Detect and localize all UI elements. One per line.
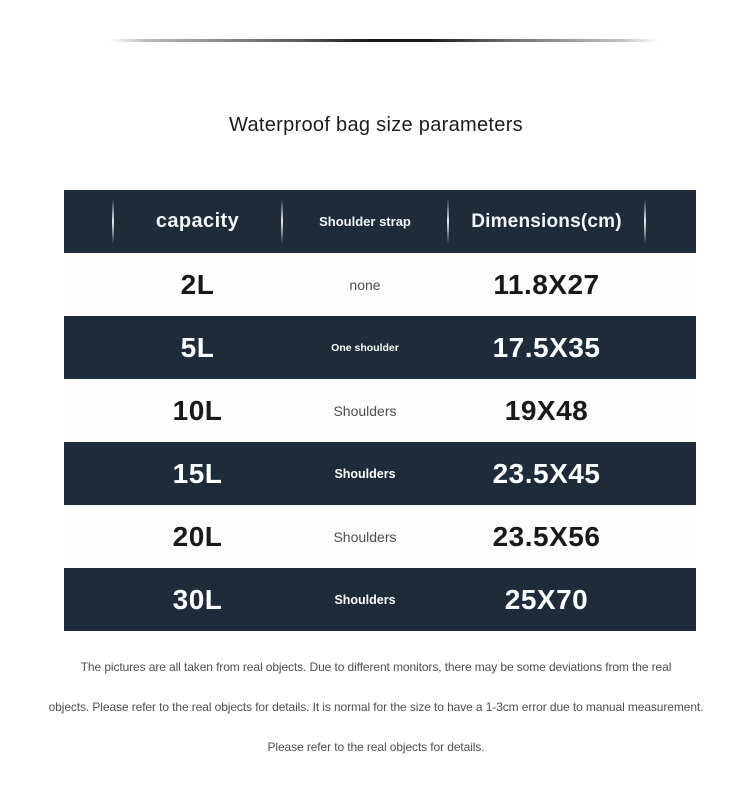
- strap-cell: One shoulder: [331, 341, 399, 354]
- capacity-cell: 10L: [172, 394, 223, 426]
- table-row: [64, 253, 696, 316]
- disclaimer-text: [28, 660, 724, 754]
- strap-cell: Shoulders: [334, 592, 396, 607]
- dimensions-cell: 19X48: [504, 394, 589, 426]
- strap-cell: Shoulders: [334, 466, 396, 481]
- table-row: [64, 316, 696, 379]
- column-divider: [112, 199, 114, 244]
- strap-cell: none: [349, 276, 381, 293]
- table-row: [64, 379, 696, 442]
- strap-cell: Shoulders: [333, 402, 397, 419]
- capacity-cell: 15L: [172, 457, 223, 489]
- page-title: Waterproof bag size parameters: [229, 114, 523, 136]
- capacity-cell: 5L: [180, 331, 215, 363]
- table-header-row: [64, 190, 696, 253]
- column-divider: [644, 199, 646, 244]
- dimensions-cell: 23.5X56: [492, 520, 601, 552]
- table-row: [64, 442, 696, 505]
- table-row: [64, 568, 696, 631]
- capacity-cell: 2L: [180, 268, 215, 300]
- capacity-cell: 30L: [172, 583, 223, 615]
- dimensions-cell: 23.5X45: [492, 457, 601, 489]
- header-dimensions-label: Dimensions(cm): [471, 210, 622, 232]
- size-table: [64, 190, 696, 631]
- capacity-cell: 20L: [172, 520, 223, 552]
- strap-cell: Shoulders: [333, 528, 397, 545]
- disclaimer-line-3: Please refer to the real objects for details.: [267, 740, 485, 754]
- dimensions-cell: 25X70: [504, 583, 589, 615]
- column-divider: [281, 199, 283, 244]
- header-shoulder-strap-label: Shoulder strap: [319, 214, 411, 229]
- table-row: [64, 505, 696, 568]
- column-divider: [447, 199, 449, 244]
- dimensions-cell: 17.5X35: [492, 331, 601, 363]
- disclaimer-line-1: The pictures are all taken from real objects. Due to different monitors, there may be some deviations from the real: [80, 660, 672, 674]
- dimensions-cell: 11.8X27: [493, 268, 600, 300]
- disclaimer-line-2: objects. Please refer to the real objects for details. It is normal for the size to have a 1-3cm error due to manual measurement.: [48, 700, 704, 714]
- header-capacity-label: capacity: [155, 210, 240, 232]
- top-divider-line: [108, 39, 660, 42]
